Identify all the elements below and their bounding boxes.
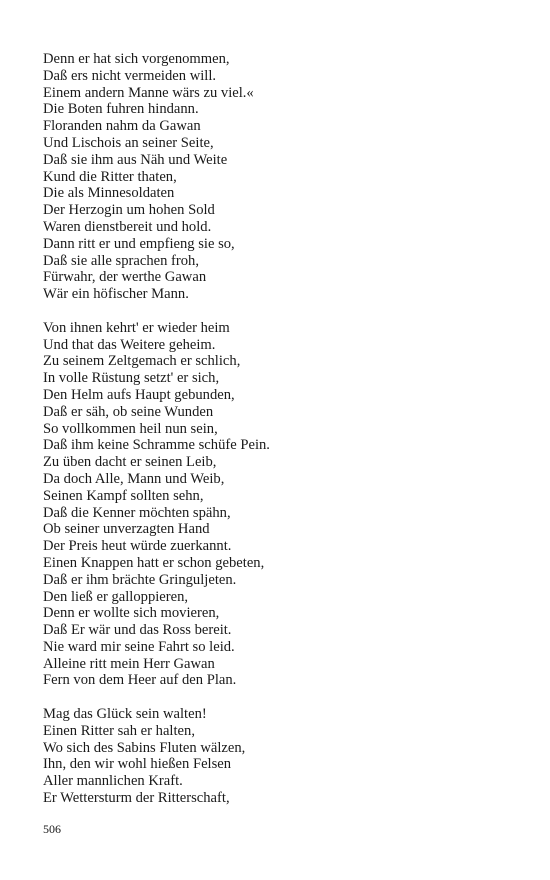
verse-line: In volle Rüstung setzt' er sich, (43, 370, 220, 387)
verse-line: Der Herzogin um hohen Sold (43, 202, 215, 219)
verse-line: Einen Ritter sah er halten, (43, 722, 195, 739)
verse-line: Kund die Ritter thaten, (43, 168, 177, 185)
verse-line: Und that das Weitere geheim. (43, 336, 216, 353)
verse-line: Von ihnen kehrt' er wieder heim (43, 319, 230, 336)
verse-line: Den Helm aufs Haupt gebunden, (43, 386, 235, 403)
verse-line: Ihn, den wir wohl hießen Felsen (43, 756, 232, 773)
verse-line: Waren dienstbereit und hold. (43, 218, 212, 235)
verse-line: Er Wettersturm der Ritterschaft, (43, 790, 230, 807)
verse-line: Der Preis heut würde zuerkannt. (43, 538, 232, 555)
verse-line: Daß ihm keine Schramme schüfe Pein. (43, 437, 270, 454)
verse-line: Wo sich des Sabins Fluten wälzen, (43, 739, 246, 756)
verse-line: Aller mannlichen Kraft. (43, 773, 183, 790)
verse-line: So vollkommen heil nun sein, (43, 420, 218, 437)
verse-line: Zu seinem Zeltgemach er schlich, (43, 353, 241, 370)
verse-line: Und Lischois an seiner Seite, (43, 134, 214, 151)
verse-line: Daß er säh, ob seine Wunden (43, 403, 214, 420)
verse-line: Daß die Kenner möchten spähn, (43, 504, 231, 521)
verse-line: Floranden nahm da Gawan (43, 118, 201, 135)
verse-line: Ob seiner unverzagten Hand (43, 521, 210, 538)
verse-line: Einen Knappen hatt er schon gebeten, (43, 554, 265, 571)
verse-line: Die Boten fuhren hindann. (43, 101, 199, 118)
verse-line: Alleine ritt mein Herr Gawan (43, 655, 215, 672)
stanza-2 (43, 320, 523, 690)
verse-line: Da doch Alle, Mann und Weib, (43, 470, 225, 487)
page-number: 506 (43, 822, 61, 836)
verse-line: Daß sie ihm aus Näh und Weite (43, 151, 228, 168)
stanza-3 (43, 706, 523, 807)
verse-line: Daß er ihm brächte Gringuljeten. (43, 571, 237, 588)
verse-line: Die als Minnesoldaten (43, 185, 175, 202)
verse-line: Fern von dem Heer auf den Plan. (43, 672, 237, 689)
verse-line: Daß sie alle sprachen froh, (43, 252, 200, 269)
verse-line: Denn er hat sich vorgenommen, (43, 51, 230, 67)
verse-line: Fürwahr, der werthe Gawan (43, 269, 207, 286)
poem-text (43, 51, 523, 807)
verse-line: Einem andern Manne wärs zu viel.« (43, 84, 254, 101)
verse-line: Zu üben dacht er seinen Leib, (43, 454, 217, 471)
verse-line: Daß ers nicht vermeiden will. (43, 67, 217, 84)
verse-line: Mag das Glück sein walten! (43, 706, 207, 723)
verse-line: Den ließ er galloppieren, (43, 588, 189, 605)
stanza-1 (43, 51, 523, 303)
verse-line: Denn er wollte sich movieren, (43, 605, 220, 622)
verse-line: Wär ein höfischer Mann. (43, 286, 189, 303)
verse-line: Nie ward mir seine Fahrt so leid. (43, 638, 235, 655)
verse-line: Daß Er wär und das Ross bereit. (43, 622, 232, 639)
verse-line: Seinen Kampf sollten sehn, (43, 487, 204, 504)
verse-line: Dann ritt er und empfieng sie so, (43, 235, 235, 252)
